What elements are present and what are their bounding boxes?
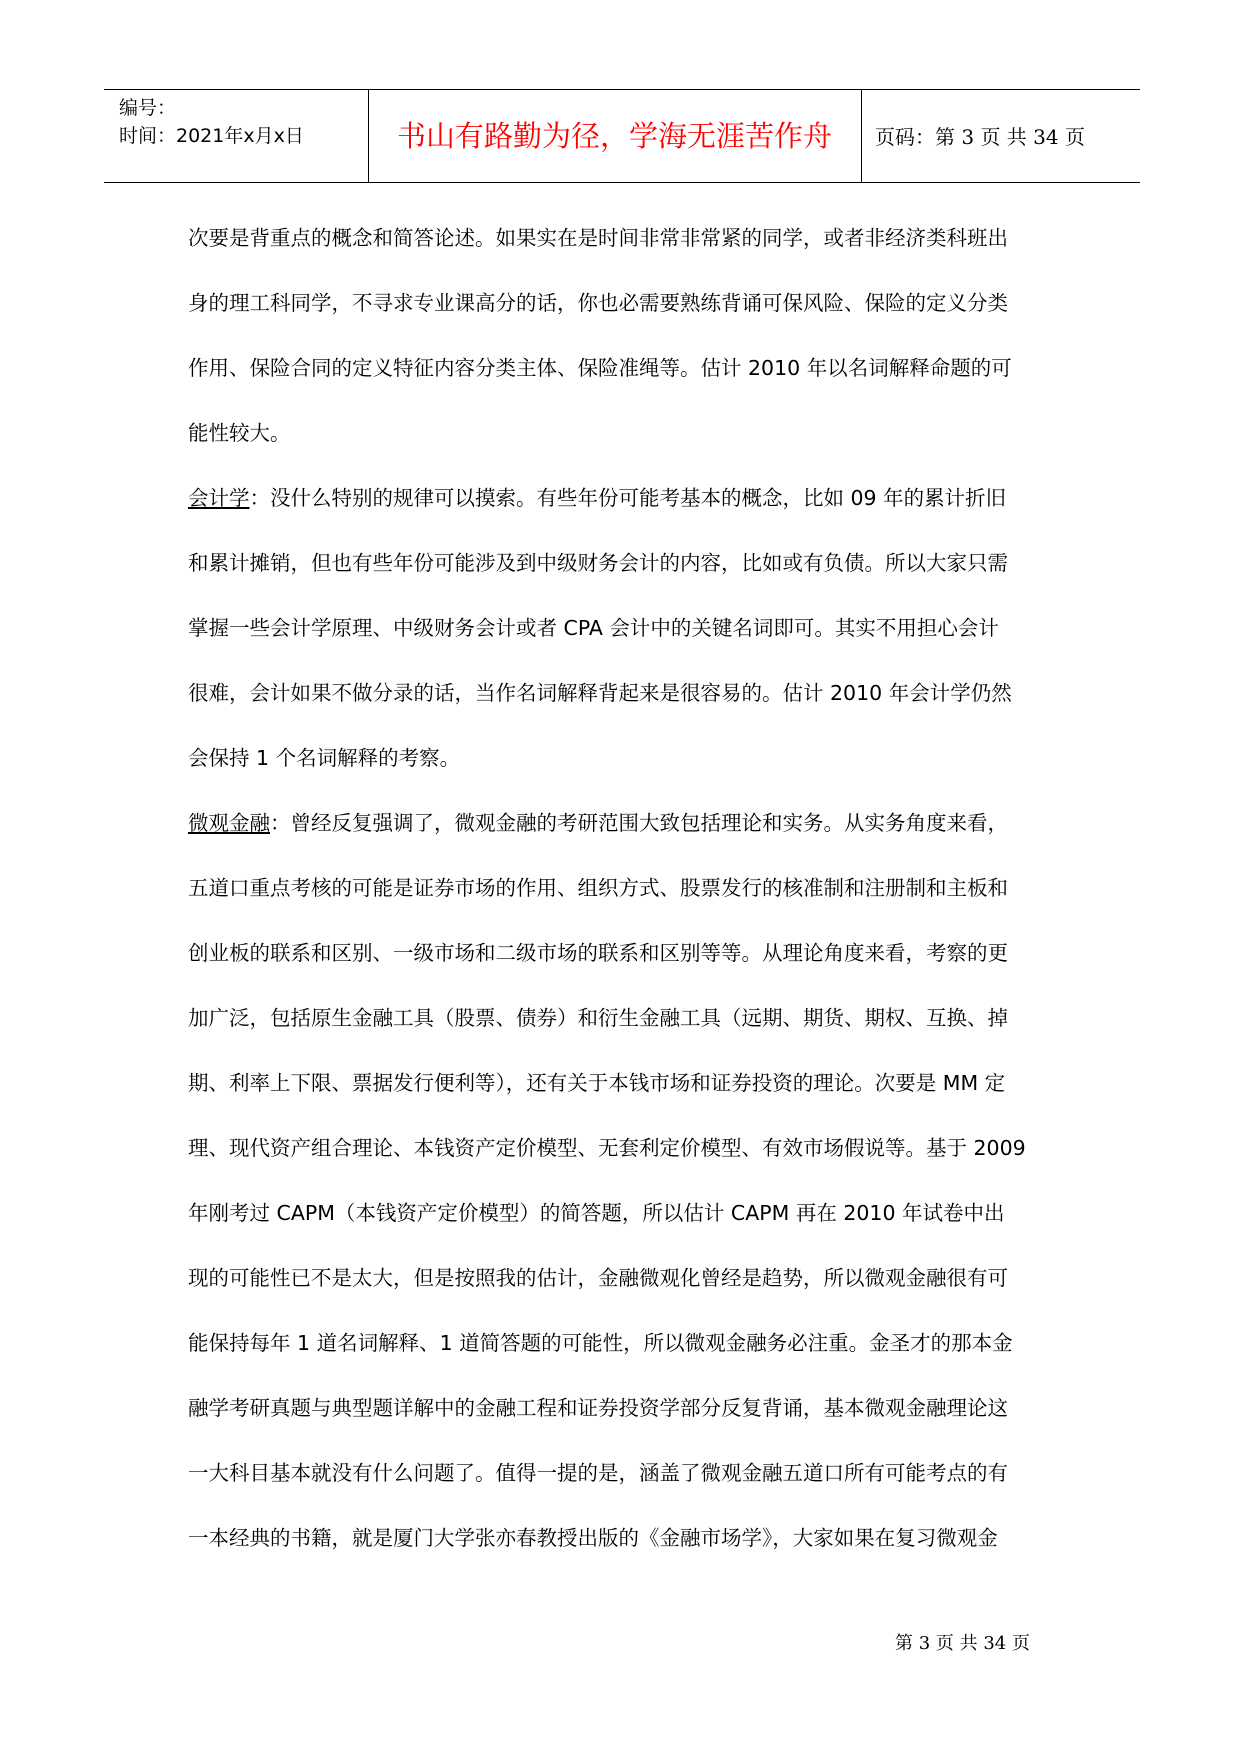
text-line <box>188 1525 1068 1590</box>
document-body <box>188 225 1068 1590</box>
text-segment: 融学考研真题与典型题详解中的金融工程和证券投资学部分反复背诵，基本微观金融理论这 <box>188 1396 1008 1420</box>
text-line <box>188 1265 1068 1330</box>
text-segment: 一大科目基本就没有什么问题了。值得一提的是，涵盖了微观金融五道口所有可能考点的有 <box>188 1461 1008 1485</box>
text-segment: 年刚考过 CAPM（本钱资产定价模型）的简答题，所以估计 CAPM 再在 2010 年试卷中出 <box>188 1201 1005 1225</box>
text-line <box>188 1005 1068 1070</box>
text-line <box>188 810 1068 875</box>
text-line <box>188 615 1068 680</box>
page-header <box>104 89 1140 183</box>
text-segment: 次要是背重点的概念和简答论述。如果实在是时间非常非常紧的同学，或者非经济类科班出 <box>188 226 1008 250</box>
text-segment: 五道口重点考核的可能是证券市场的作用、组织方式、股票发行的核准制和注册制和主板和 <box>188 876 1008 900</box>
section-heading: 微观金融 <box>188 811 270 835</box>
text-line <box>188 940 1068 1005</box>
text-segment: 能性较大。 <box>188 421 291 445</box>
text-line <box>188 1070 1068 1135</box>
text-segment: 很难，会计如果不做分录的话，当作名词解释背起来是很容易的。估计 2010 年会计学仍然 <box>188 681 1012 705</box>
text-line <box>188 225 1068 290</box>
text-line <box>188 290 1068 355</box>
text-line <box>188 355 1068 420</box>
text-line <box>188 1395 1068 1460</box>
text-segment: 和累计摊销，但也有些年份可能涉及到中级财务会计的内容，比如或有负债。所以大家只需 <box>188 551 1008 575</box>
text-line <box>188 745 1068 810</box>
text-segment: 掌握一些会计学原理、中级财务会计或者 CPA 会计中的关键名词即可。其实不用担心会计 <box>188 616 999 640</box>
header-meta <box>119 94 304 150</box>
document-number-label: 编号： <box>119 97 177 119</box>
text-segment: 能保持每年 1 道名词解释、1 道简答题的可能性，所以微观金融务必注重。金圣才的那本金 <box>188 1331 1013 1355</box>
text-segment: 一本经典的书籍，就是厦门大学张亦春教授出版的《金融市场学》，大家如果在复习微观金 <box>188 1526 998 1550</box>
text-segment: 加广泛，包括原生金融工具（股票、债券）和衍生金融工具（远期、期货、期权、互换、掉 <box>188 1006 1008 1030</box>
header-divider-right <box>861 90 862 182</box>
document-time-label: 时间：2021年x月x日 <box>119 125 304 147</box>
header-motto: 书山有路勤为径，学海无涯苦作舟 <box>396 119 832 153</box>
text-line <box>188 550 1068 615</box>
text-segment: 现的可能性已不是太大，但是按照我的估计，金融微观化曾经是趋势，所以微观金融很有可 <box>188 1266 1008 1290</box>
header-page-number: 页码：第 3 页 共 34 页 <box>875 125 1085 149</box>
text-segment: 作用、保险合同的定义特征内容分类主体、保险准绳等。估计 2010 年以名词解释命题的可 <box>188 356 1012 380</box>
text-segment: 期、利率上下限、票据发行便利等），还有关于本钱市场和证券投资的理论。次要是 MM 定 <box>188 1071 1006 1095</box>
section-heading: 会计学 <box>188 486 250 510</box>
text-segment: 理、现代资产组合理论、本钱资产定价模型、无套利定价模型、有效市场假说等。基于 2009 <box>188 1136 1026 1160</box>
text-line <box>188 1330 1068 1395</box>
text-segment: 身的理工科同学，不寻求专业课高分的话，你也必需要熟练背诵可保风险、保险的定义分类 <box>188 291 1008 315</box>
text-segment: 会保持 1 个名词解释的考察。 <box>188 746 461 770</box>
text-line <box>188 1460 1068 1525</box>
text-line <box>188 875 1068 940</box>
text-line <box>188 680 1068 745</box>
text-line <box>188 485 1068 550</box>
text-segment: 创业板的联系和区别、一级市场和二级市场的联系和区别等等。从理论角度来看，考察的更 <box>188 941 1008 965</box>
text-line <box>188 420 1068 485</box>
text-line <box>188 1200 1068 1265</box>
text-line <box>188 1135 1068 1200</box>
text-segment: ：曾经反复强调了，微观金融的考研范围大致包括理论和实务。从实务角度来看， <box>270 811 1008 835</box>
text-segment: ：没什么特别的规律可以摸索。有些年份可能考基本的概念，比如 09 年的累计折旧 <box>249 486 1007 510</box>
footer-page-number: 第 3 页 共 34 页 <box>895 1633 1030 1654</box>
